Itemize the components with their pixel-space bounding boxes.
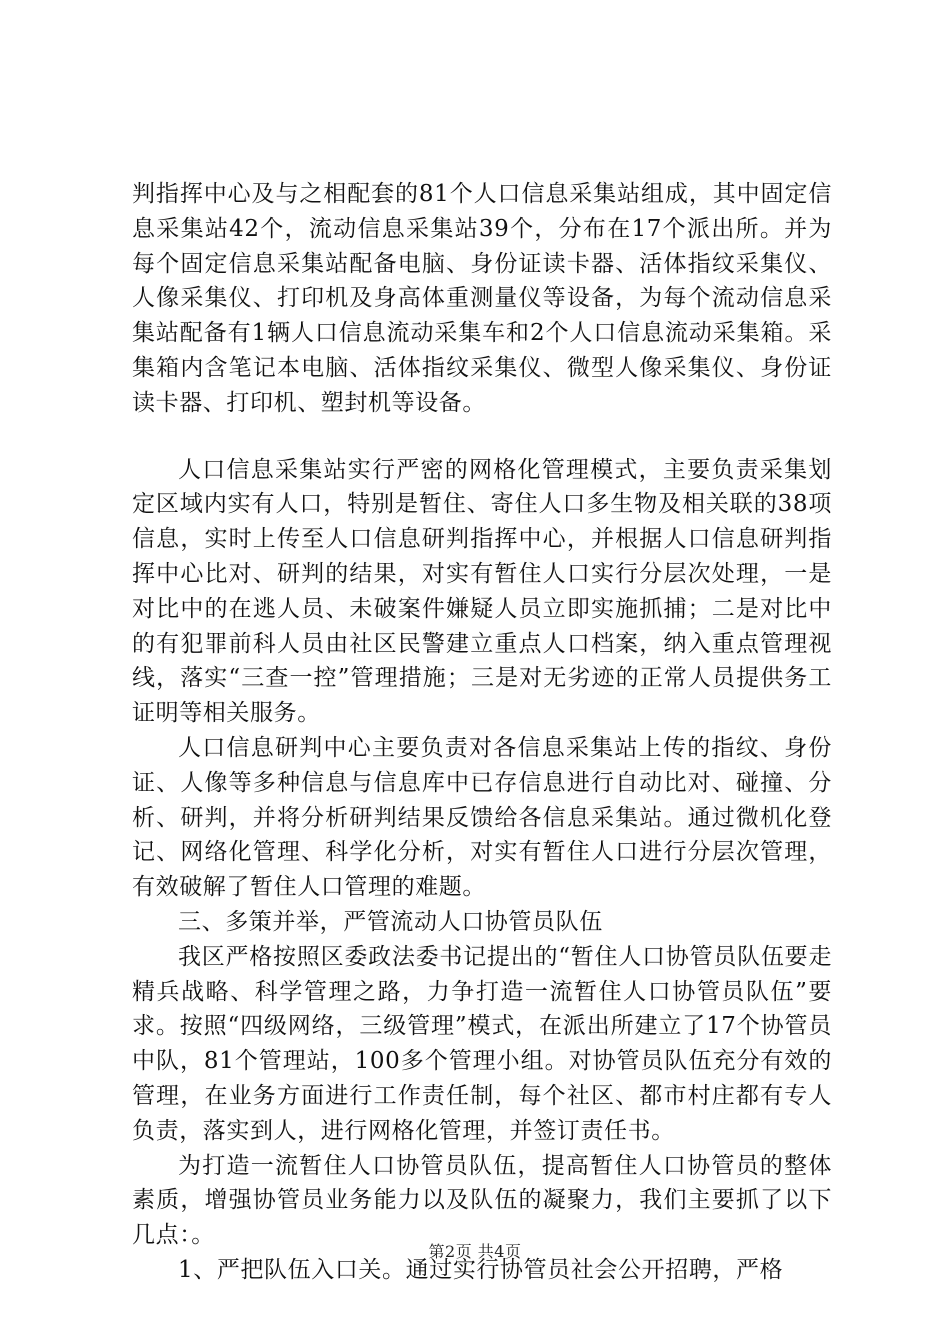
paragraph-team-management: 我区严格按照区委政法委书记提出的“暂住人口协管员队伍要走精兵战略、科学管理之路，力争打造一流暂住人口协管员队伍”要求。按照“四级网络，三级管理”模式，在派出所建立了17个协管员中队，81个管理站，100多个管理小组。对协管员队伍充分有效的管理，在业务方面进行工作责任制，每个社区、都市村庄都有专人负责，落实到人，进行网格化管理，并签订责任书。 xyxy=(132,943,832,1144)
document-body xyxy=(132,177,832,1288)
paragraph-collection-stations: 人口信息采集站实行严密的网格化管理模式，主要负责采集划定区域内实有人口，特别是暂住、寄住人口多生物及相关联的38项信息，实时上传至人口信息研判指挥中心，并根据人口信息研判指挥中心比对、研判的结果，对实有暂住人口实行分层次处理，一是对比中的在逃人员、未破案件嫌疑人员立即实施抓捕；二是对比中的有犯罪前科人员由社区民警建立重点人口档案，纳入重点管理视线，落实“三查一控”管理措施；三是对无劣迹的正常人员提供务工证明等相关服务。 xyxy=(132,456,832,727)
paragraph-equipment: 判指挥中心及与之相配套的81个人口信息采集站组成，其中固定信息采集站42个，流动信息采集站39个，分布在17个派出所。并为每个固定信息采集站配备电脑、身份证读卡器、活体指纹采集仪、人像采集仪、打印机及身高体重测量仪等设备，为每个流动信息采集站配备有1辆人口信息流动采集车和2个人口信息流动采集箱。采集箱内含笔记本电脑、活体指纹采集仪、微型人像采集仪、身份证读卡器、打印机、塑封机等设备。 xyxy=(132,181,832,416)
page-footer: 第2页 共4页 xyxy=(428,1242,522,1261)
paragraph-team-quality: 为打造一流暂住人口协管员队伍，提高暂住人口协管员的整体素质，增强协管员业务能力以及队伍的凝聚力，我们主要抓了以下几点：。 xyxy=(132,1152,832,1249)
paragraph-research-center: 人口信息研判中心主要负责对各信息采集站上传的指纹、身份证、人像等多种信息与信息库中已存信息进行自动比对、碰撞、分析、研判，并将分析研判结果反馈给各信息采集站。通过微机化登记、网络化管理、科学化分析，对实有暂住人口进行分层次管理，有效破解了暂住人口管理的难题。 xyxy=(132,734,832,901)
section-heading: 三、多策并举，严管流动人口协管员队伍 xyxy=(178,908,603,935)
paragraph-item-1: 1、严把队伍入口关。通过实行协管员社会公开招聘，严格 xyxy=(178,1256,784,1283)
